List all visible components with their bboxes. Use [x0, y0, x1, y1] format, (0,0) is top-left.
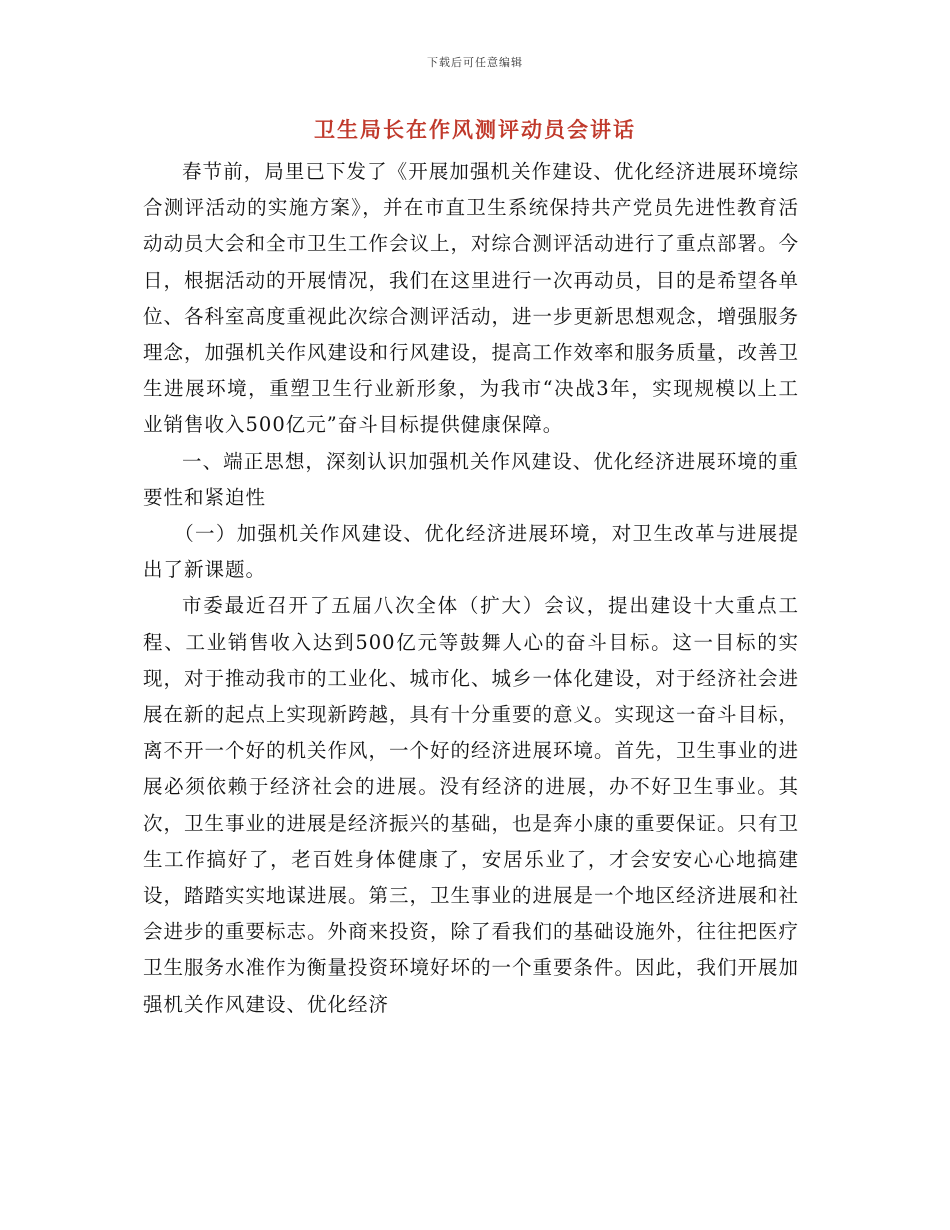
page-header: 下载后可任意编辑: [427, 56, 523, 69]
paragraph-intro: 春节前，局里已下发了《开展加强机关作建设、优化经济进展环境综合测评活动的实施方案》，并在市直卫生系统保持共产党员先进性教育活动动员大会和全市卫生工作会议上，对综合测评活动进行了重点部署。今日，根据活动的开展情况，我们在这里进行一次再动员，目的是希望各单位、各科室高度重视此次综合测评活动，进一步更新思想观念，增强服务理念，加强机关作风建设和行风建设，提高工作效率和服务质量，改善卫生进展环境，重塑卫生行业新形象，为我市“决战3年，实现规模以上工业销售收入500亿元”奋斗目标提供健康保障。: [143, 160, 800, 437]
document-body: [143, 154, 799, 1023]
document-title: 卫生局长在作风测评动员会讲话: [314, 117, 636, 142]
paragraph-body: 市委最近召开了五届八次全体（扩大）会议，提出建设十大重点工程、工业销售收入达到500亿元等鼓舞人心的奋斗目标。这一目标的实现，对于推动我市的工业化、城市化、城乡一体化建设，对于经济社会进展在新的起点上实现新跨越，具有十分重要的意义。实现这一奋斗目标，离不开一个好的机关作风，一个好的经济进展环境。首先，卫生事业的进展必须依赖于经济社会的进展。没有经济的进展，办不好卫生事业。其次，卫生事业的进展是经济振兴的基础，也是奔小康的重要保证。只有卫生工作搞好了，老百姓身体健康了，安居乐业了，才会安安心心地搞建设，踏踏实实地谋进展。第三，卫生事业的进展是一个地区经济进展和社会进步的重要标志。外商来投资，除了看我们的基础设施外，往往把医疗卫生服务水准作为衡量投资环境好坏的一个重要条件。因此，我们开展加强机关作风建设、优化经济: [143, 594, 800, 1016]
subsection-heading-1: （一）加强机关作风建设、优化经济进展环境，对卫生改革与进展提出了新课题。: [143, 522, 799, 582]
section-heading-1: 一、端正思想，深刻认识加强机关作风建设、优化经济进展环境的重要性和紧迫性: [143, 449, 799, 509]
